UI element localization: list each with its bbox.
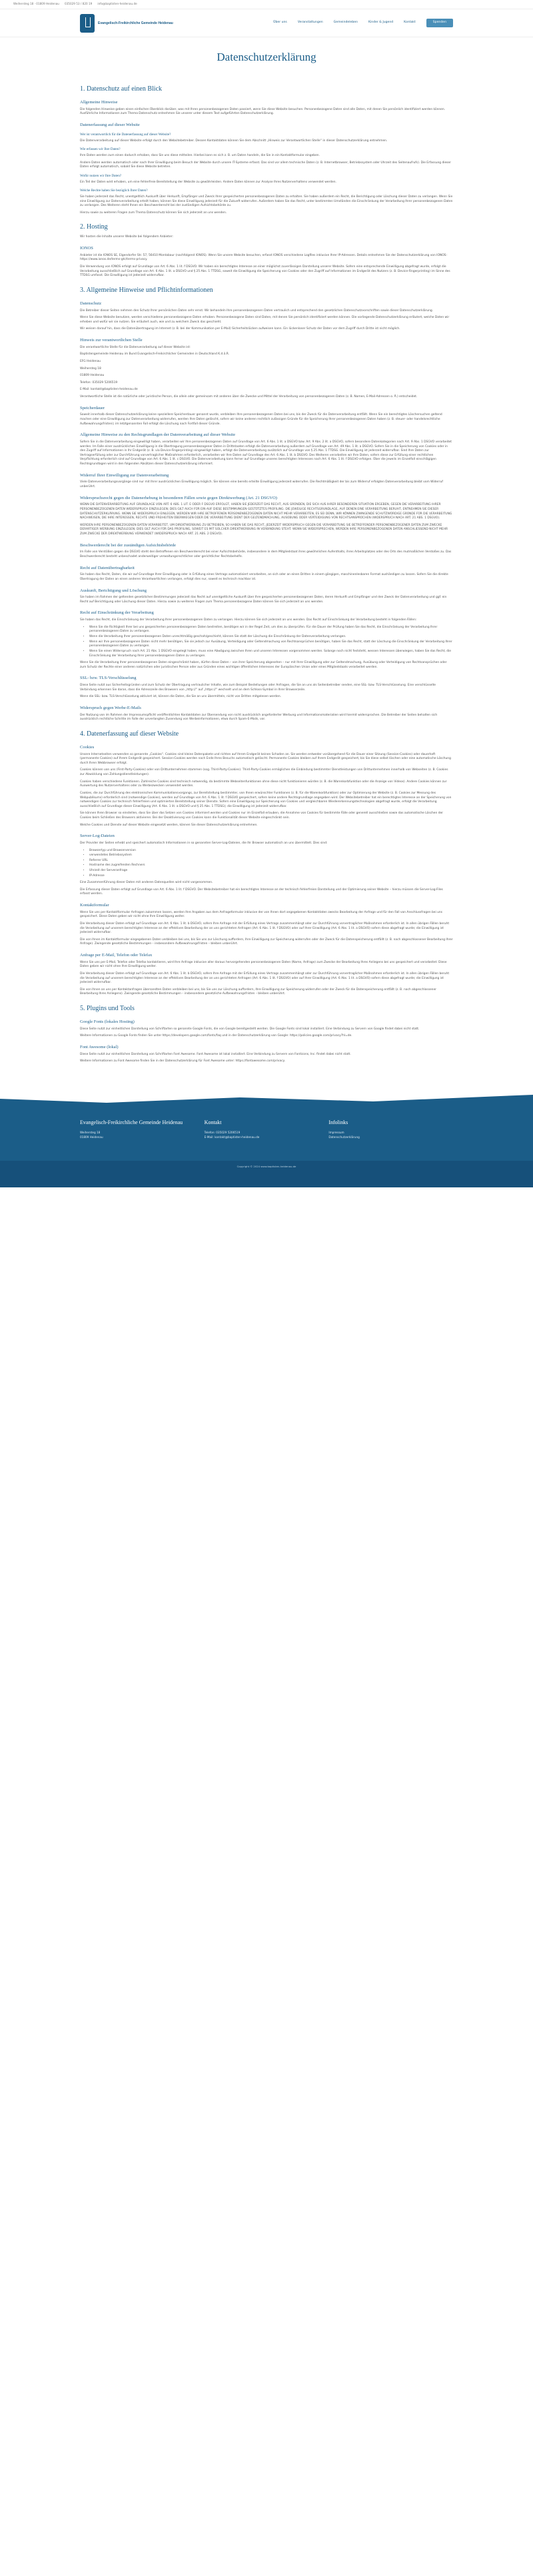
paragraph: Die Datenverarbeitung auf dieser Website erfolgt durch den Websitebetreiber. Dessen Kontaktdaten können Sie dem Abschnitt „Hinweis zur Verantwortlichen Stelle“ in dieser Datenschutzerklärung entnehmen.: [80, 139, 388, 143]
paragraph: WENN DIE DATENVERARBEITUNG AUF GRUNDLAGE VON ART. 6 ABS. 1 LIT. E ODER F DSGVO ERFOLGT, HABEN SIE JEDERZEIT DAS RECHT, AUS GRÜNDEN, DIE SICH AUS IHRER BESONDEREN SITUATION ERGEBEN, GEGEN DIE VERARBEITUNG IHRER PERSONENBEZOGENEN DATEN WIDERSPRUCH EINZULEGEN; DIES GILT AUCH FÜR EIN AUF DIESE BESTIMMUNGEN GESTÜTZTES PROFILING. DIE JEWEILIGE RECHTSGRUNDLAGE, AUF DENEN EINE VERARBEITUNG BERUHT, ENTNEHMEN SIE DIESER DATENSCHUTZERKLÄRUNG. WENN SIE WIDERSPRUCH EINLEGEN, WERDEN WIR IHRE BETROFFENEN PERSONENBEZOGENEN DATEN NICHT MEHR VERARBEITEN, ES SEI DENN, WIR KÖNNEN ZWINGENDE SCHUTZWÜRDIGE GRÜNDE FÜR DIE VERARBEITUNG NACHWEISEN, DIE IHRE INTERESSEN, RECHTE UND FREIHEITEN ÜBERWIEGEN ODER DIE VERARBEITUNG DIENT DER GELTENDMACHUNG, AUSÜBUNG ODER VERTEIDIGUNG VON RECHTSANSPRÜCHEN (WIDERSPRUCH NACH ART. 21 ABS. 1 DSGVO).: [80, 503, 452, 520]
paragraph: Weihersteg 18: [80, 366, 101, 370]
paragraph: Sie haben das Recht, Daten, die wir auf Grundlage Ihrer Einwilligung oder in Erfüllung eines Vertrags automatisiert verarbeiten, an sich oder an einen Dritten in einem gängigen, maschinenlesbaren Format aushändigen zu lassen. Sofern Sie die direkte Übertragung der Daten an einen anderen Verantwortlichen verlangen, erfolgt dies nur, soweit es technisch machbar ist.: [80, 573, 448, 581]
paragraph: Ihre Daten werden zum einen dadurch erhoben, dass Sie uns diese mitteilen. Hierbei kann es sich z. B. um Daten handeln, die Sie in ein Kontaktformular eingeben.: [80, 153, 320, 157]
bullet-list: [89, 626, 453, 658]
paragraph: EFG Heidenau: [80, 359, 101, 363]
subsection-heading: Hinweis zur verantwortlichen Stelle: [80, 337, 143, 342]
footer-link-impressum[interactable]: Impressum: [328, 1130, 344, 1134]
paragraph: Wenn Sie diese Website benutzen, werden verschiedene personenbezogene Daten erhoben. Personenbezogene Daten sind Daten, mit denen Sie persönlich identifiziert werden können. Die vorliegende Datenschutzerklärung erläutert, welche Daten wir erheben und wofür wir sie nutzen. Sie erläutert auch, wie und zu welchem Zweck das geschieht.: [80, 316, 450, 324]
paragraph: Soweit innerhalb dieser Datenschutzerklärung keine speziellere Speicherdauer genannt wurde, verbleiben Ihre personenbezogenen Daten bei uns, bis der Zweck für die Datenverarbeitung entfällt. Wenn Sie ein berechtigtes Löschersuchen geltend machen oder eine Einwilligung zur Datenverarbeitung widerrufen, werden Ihre Daten gelöscht, sofern wir keine anderen rechtlich zulässigen Gründe für die Speicherung Ihrer personenbezogenen Daten haben (z. B. steuer- oder handelsrechtliche Aufbewahrungsfristen); im letztgenannten Fall erfolgt die Löschung nach Fortfall dieser Gründe.: [80, 413, 442, 426]
paragraph: E-Mail: kontakt@baptisten-heidenau.de: [80, 388, 138, 392]
nav-item-ueber-uns[interactable]: Über uns: [273, 21, 287, 25]
paragraph: Welche Cookies und Dienste auf dieser Website eingesetzt werden, können Sie dieser Datenschutzerklärung entnehmen.: [80, 823, 258, 827]
nav-item-gemeindeleben[interactable]: Gemeindeleben: [333, 21, 358, 25]
page-hero: [0, 37, 533, 77]
subsection-heading: SSL- bzw. TLS-Verschlüsselung: [80, 676, 137, 681]
list-item: • Browsertyp und Browserversion: [89, 849, 453, 854]
paragraph: Wir hosten die Inhalte unserer Website bei folgendem Anbieter:: [80, 235, 173, 239]
paragraph: Die Verwendung von IONOS erfolgt auf Grundlage von Art. 6 Abs. 1 lit. f DSGVO. Wir haben ein berechtigtes Interesse an einer möglichst zuverlässigen Darstellung unserer Website. Sofern eine entsprechende Einwilligung abgefragt wurde, erfolgt die Verarbeitung ausschließlich auf Grundlage von Art. 6 Abs. 1 lit. a DSGVO und § 25 Abs. 1 TTDSG, soweit die Einwilligung die Speicherung von Cookies oder den Zugriff auf Informationen im Endgerät des Nutzers (z. B. Device-Fingerprinting) im Sinne des TTDSG umfasst. Die Einwilligung ist jederzeit widerrufbar.: [80, 265, 450, 278]
paragraph: Diese Seite nutzt zur einheitlichen Darstellung von Schriftarten so genannte Google Fonts, die von Google bereitgestellt werden. Die Google Fonts sind lokal installiert. Eine Verbindung zu Servern von Google findet dabei nicht statt.: [80, 1027, 420, 1031]
subsection-heading: Cookies: [80, 744, 95, 750]
footer-link-datenschutz[interactable]: Datenschutzerklärung: [328, 1135, 360, 1139]
topbar-phone[interactable]: 035029 53 / 820 19: [64, 2, 93, 6]
section-heading: 2. Hosting: [80, 223, 108, 231]
footer-street: Weihersteg 18: [80, 1130, 101, 1134]
footer-address: [80, 1119, 205, 1141]
paragraph: Sie haben im Rahmen der geltenden gesetzlichen Bestimmungen jederzeit das Recht auf unentgeltliche Auskunft über Ihre gespeicherten personenbezogenen Daten, deren Herkunft und Empfänger und den Zweck der Datenverarbeitung und ggf. ein Recht auf Berichtigung oder Löschung dieser Daten. Hierzu sowie zu weiteren Fragen zum Thema personenbezogene Daten können Sie sich jederzeit an uns wenden.: [80, 596, 447, 604]
subsection-heading: IONOS: [80, 246, 93, 251]
paragraph: Wenn die SSL- bzw. TLS-Verschlüsselung aktiviert ist, können die Daten, die Sie an uns übermitteln, nicht von Dritten mitgelesen werden.: [80, 695, 282, 699]
paragraph: Weitere Informationen zu Font Awesome finden Sie in der Datenschutzerklärung für Font Awesome unter: https://fontawesome.com/privacy.: [80, 1059, 286, 1063]
church-logo-icon: [80, 14, 95, 33]
footer-contact: [205, 1119, 329, 1141]
list-item: • Wenn die Verarbeitung Ihrer personenbezogenen Daten unrechtmäßig geschah/geschieht, können Sie statt der Löschung die Einschränkung der Datenverarbeitung verlangen.: [89, 635, 453, 640]
paragraph: Sie können Ihren Browser so einstellen, dass Sie über das Setzen von Cookies informiert werden und Cookies nur im Einzelfall erlauben, die Annahme von Cookies für bestimmte Fälle oder generell ausschließen sowie das automatische Löschen der Cookies beim Schließen des Browsers aktivieren. Bei der Deaktivierung von Cookies kann die Funktionalität dieser Website eingeschränkt sein.: [80, 812, 443, 820]
subsection-heading: Google Fonts (lokales Hosting): [80, 1019, 135, 1025]
section-heading: 1. Datenschutz auf einen Blick: [80, 85, 163, 93]
bullet-list: [89, 849, 453, 879]
paragraph: Wir weisen darauf hin, dass die Datenübertragung im Internet (z. B. bei der Kommunikation per E-Mail) Sicherheitslücken aufweisen kann. Ein lückenloser Schutz der Daten vor dem Zugriff durch Dritte ist nicht möglich.: [80, 327, 400, 331]
main-nav: [263, 19, 453, 27]
paragraph: WERDEN IHRE PERSONENBEZOGENEN DATEN VERARBEITET, UM DIREKTWERBUNG ZU BETREIBEN, SO HABEN SIE DAS RECHT, JEDERZEIT WIDERSPRUCH GEGEN DIE VERARBEITUNG SIE BETREFFENDER PERSONENBEZOGENER DATEN ZUM ZWECKE DERARTIGER WERBUNG EINZULEGEN; DIES GILT AUCH FÜR DAS PROFILING, SOWEIT ES MIT SOLCHER DIREKTWERBUNG IN VERBINDUNG STEHT. WENN SIE WIDERSPRECHEN, WERDEN IHRE PERSONENBEZOGENEN DATEN ANSCHLIESSEND NICHT MEHR ZUM ZWECKE DER DIREKTWERBUNG VERWENDET (WIDERSPRUCH NACH ART. 21 ABS. 2 DSGVO).: [80, 523, 448, 536]
paragraph: Die Verarbeitung dieser Daten erfolgt auf Grundlage von Art. 6 Abs. 1 lit. b DSGVO, sofern Ihre Anfrage mit der Erfüllung eines Vertrags zusammenhängt oder zur Durchführung vorvertraglicher Maßnahmen erforderlich ist. In allen übrigen Fällen beruht die Verarbeitung auf unserem berechtigten Interesse an der effektiven Bearbeitung der an uns gerichteten Anfragen (Art. 6 Abs. 1 lit. f DSGVO) oder auf Ihrer Einwilligung (Art. 6 Abs. 1 lit. a DSGVO) sofern diese abgefragt wurde; die Einwilligung ist jederzeit widerrufbar.: [80, 922, 450, 935]
subsection-heading: Datenschutz: [80, 301, 102, 306]
footer-contact-title: Kontakt: [204, 1119, 222, 1125]
subsection-heading: Speicherdauer: [80, 405, 105, 410]
subsection-heading: Kontaktformular: [80, 903, 109, 908]
question-heading: Welche Rechte haben Sie bezüglich Ihrer Daten?: [80, 189, 148, 193]
topbar-address: Weihersteg 18 · 01809 Heidenau: [13, 2, 59, 6]
privacy-content: [80, 84, 453, 1087]
paragraph: Die Erfassung dieser Daten erfolgt auf Grundlage von Art. 6 Abs. 1 lit. f DSGVO. Der Websitebetreiber hat ein berechtigtes Interesse an der technisch fehlerfreien Darstellung und der Optimierung seiner Website – hierzu müssen die Server-Log-Files erfasst werden.: [80, 888, 443, 896]
footer-city: 01809 Heidenau: [80, 1135, 103, 1139]
list-item: • Wenn wir Ihre personenbezogenen Daten nicht mehr benötigen, Sie sie jedoch zur Ausübung, Verteidigung oder Geltendmachung von Rechtsansprüchen benötigen, haben Sie das Recht, statt der Löschung die Einschränkung der Verarbeitung Ihrer personenbezogenen Daten zu verlangen.: [89, 640, 453, 649]
site-logo[interactable]: [80, 14, 200, 33]
paragraph: 01809 Heidenau: [80, 374, 105, 378]
subsection-heading: Allgemeine Hinweise: [80, 100, 118, 105]
subsection-heading: Recht auf Einschränkung der Verarbeitung: [80, 610, 154, 616]
page-title: Datenschutzerklärung: [217, 51, 316, 64]
paragraph: Wenn Sie uns per E-Mail, Telefon oder Telefax kontaktieren, wird Ihre Anfrage inklusive aller daraus hervorgehenden personenbezogenen Daten (Name, Anfrage) zum Zwecke der Bearbeitung Ihres Anliegens bei uns gespeichert und verarbeitet. Diese Daten geben wir nicht ohne Ihre Einwilligung weiter.: [80, 960, 447, 969]
topbar-email[interactable]: info@baptisten-heidenau.de: [97, 2, 137, 6]
list-item: • IP-Adresse: [89, 874, 453, 879]
list-item: • Referrer URL: [89, 859, 453, 864]
paragraph: Die von Ihnen im Kontaktformular eingegebenen Daten verbleiben bei uns, bis Sie uns zur Löschung auffordern, Ihre Einwilligung zur Speicherung widerrufen oder der Zweck für die Datenspeicherung entfällt (z. B. nach abgeschlossener Bearbeitung Ihrer Anfrage). Zwingende gesetzliche Bestimmungen – insbesondere Aufbewahrungsfristen – bleiben unberührt.: [80, 938, 453, 946]
subsection-heading: Widerspruch gegen Werbe-E-Mails: [80, 705, 141, 710]
nav-item-kontakt[interactable]: Kontakt: [404, 21, 416, 25]
question-heading: Wofür nutzen wir Ihre Daten?: [80, 173, 122, 178]
paragraph: Sie haben das Recht, die Einschränkung der Verarbeitung Ihrer personenbezogenen Daten zu verlangen. Hierzu können Sie sich jederzeit an uns wenden. Das Recht auf Einschränkung der Verarbeitung besteht in folgenden Fällen:: [80, 618, 417, 622]
site-header: [0, 9, 533, 37]
question-heading: Wer ist verantwortlich für die Datenerfassung auf dieser Website?: [80, 132, 171, 137]
paragraph: Hierzu sowie zu weiteren Fragen zum Thema Datenschutz können Sie sich jederzeit an uns wenden.: [80, 211, 227, 215]
site-footer: [0, 1113, 533, 1161]
topbar: [0, 0, 533, 9]
subsection-heading: Datenerfassung auf dieser Website: [80, 122, 140, 127]
subsection-heading: Font Awesome (lokal): [80, 1045, 119, 1049]
paragraph: Anbieter ist die IONOS SE, Elgendorfer Str. 57, 56410 Montabaur (nachfolgend IONOS). Wenn Sie unsere Website besuchen, erfasst IONOS verschiedene Logfiles inklusive Ihrer IP-Adressen. Details entnehmen Sie der Datenschutzerklärung von IONOS: https://www.ionos.de/terms-gtc/terms-privacy.: [80, 253, 447, 262]
section-heading: 3. Allgemeine Hinweise und Pflichtinformationen: [80, 286, 213, 294]
spenden-button[interactable]: Spenden: [426, 19, 453, 27]
footer-org-name: Evangelisch-Freikirchliche Gemeinde Heidenau: [80, 1119, 183, 1125]
section-heading: 5. Plugins und Tools: [80, 1005, 135, 1013]
list-item: • Wenn Sie einen Widerspruch nach Art. 21 Abs. 1 DSGVO eingelegt haben, muss eine Abwägung zwischen Ihren und unseren Interessen vorgenommen werden. Solange noch nicht feststeht, wessen Interessen überwiegen, haben Sie das Recht, die Einschränkung der Verarbeitung Ihrer personenbezogenen Daten zu verlangen.: [89, 650, 453, 658]
section-heading: 4. Datenerfassung auf dieser Website: [80, 730, 179, 738]
subsection-heading: Server-Log-Dateien: [80, 834, 115, 839]
paragraph: Diese Seite nutzt aus Sicherheitsgründen und zum Schutz der Übertragung vertraulicher Inhalte, wie zum Beispiel Bestellungen oder Anfragen, die Sie an uns als Seitenbetreiber senden, eine SSL- bzw. TLS-Verschlüsselung. Eine verschlüsselte Verbindung erkennen Sie daran, dass die Adresszeile des Browsers von „http://“ auf „https://“ wechselt und an dem Schloss-Symbol in Ihrer Browserzeile.: [80, 684, 436, 692]
paragraph: Baptistengemeinde Heidenau im Bund Evangelisch-Freikirchlicher Gemeinden in Deutschland K.d.ö.R.: [80, 352, 230, 356]
paragraph: Viele Datenverarbeitungsvorgänge sind nur mit Ihrer ausdrücklichen Einwilligung möglich. Sie können eine bereits erteilte Einwilligung jederzeit widerrufen. Die Rechtmäßigkeit der bis zum Widerruf erfolgten Datenverarbeitung bleibt vom Widerruf unberührt.: [80, 480, 443, 488]
paragraph: Sofern Sie in die Datenverarbeitung eingewilligt haben, verarbeiten wir Ihre personenbezogenen Daten auf Grundlage von Art. 6 Abs. 1 lit. a DSGVO bzw. Art. 9 Abs. 2 lit. a DSGVO, sofern besondere Datenkategorien nach Art. 9 Abs. 1 DSGVO verarbeitet werden. Im Falle einer ausdrücklichen Einwilligung in die Übertragung personenbezogener Daten in Drittstaaten erfolgt die Datenverarbeitung außerdem auf Grundlage von Art. 49 Abs. 1 lit. a DSGVO. Sofern Sie in die Speicherung von Cookies oder in den Zugriff auf Informationen in Ihr Endgerät (z. B. via Device-Fingerprinting) eingewilligt haben, erfolgt die Datenverarbeitung zusätzlich auf Grundlage von § 25 Abs. 1 TTDSG. Die Einwilligung ist jederzeit widerrufbar. Sind Ihre Daten zur Vertragserfüllung oder zur Durchführung vorvertraglicher Maßnahmen erforderlich, verarbeiten wir Ihre Daten auf Grundlage des Art. 6 Abs. 1 lit. b DSGVO. Des Weiteren verarbeiten wir Ihre Daten, sofern diese zur Erfüllung einer rechtlichen Verpflichtung erforderlich sind auf Grundlage von Art. 6 Abs. 1 lit. c DSGVO. Die Datenverarbeitung kann ferner auf Grundlage unseres berechtigten Interesses nach Art. 6 Abs. 1 lit. f DSGVO erfolgen. Über die jeweils im Einzelfall einschlägigen Rechtsgrundlagen wird in den folgenden Absätzen dieser Datenschutzerklärung informiert.: [80, 440, 452, 466]
nav-item-kinder-jugend[interactable]: Kinder & Jugend: [368, 21, 394, 25]
list-item: • Hostname des zugreifenden Rechners: [89, 864, 453, 868]
paragraph: Unsere Internetseiten verwenden so genannte „Cookies“. Cookies sind kleine Datenpakete und richten auf Ihrem Endgerät keinen Schaden an. Sie werden entweder vorübergehend für die Dauer einer Sitzung (Session-Cookies) oder dauerhaft (permanente Cookies) auf Ihrem Endgerät gespeichert. Session-Cookies werden nach Ende Ihres Besuchs automatisch gelöscht. Permanente Cookies bleiben auf Ihrem Endgerät gespeichert, bis Sie diese selbst löschen oder eine automatische Löschung durch Ihren Webbrowser erfolgt.: [80, 752, 451, 765]
paragraph: Weitere Informationen zu Google Fonts finden Sie unter https://developers.google.com/fonts/faq und in der Datenschutzerklärung von Google: https://policies.google.com/privacy?hl=de.: [80, 1034, 352, 1038]
paragraph: Die folgenden Hinweise geben einen einfachen Überblick darüber, was mit Ihren personenbezogenen Daten passiert, wenn Sie diese Website besuchen. Personenbezogene Daten sind alle Daten, mit denen Sie persönlich identifiziert werden können. Ausführliche Informationen zum Thema Datenschutz entnehmen Sie unserer unter diesem Text aufgeführten Datenschutzerklärung.: [80, 107, 446, 116]
paragraph: Wenn Sie die Verarbeitung Ihrer personenbezogenen Daten eingeschränkt haben, dürfen diese Daten – von ihrer Speicherung abgesehen – nur mit Ihrer Einwilligung oder zur Geltendmachung, Ausübung oder Verteidigung von Rechtsansprüchen oder zum Schutz der Rechte einer anderen natürlichen oder juristischen Person oder aus Gründen eines wichtigen öffentlichen Interesses der Europäischen Union oder eines Mitgliedstaats verarbeitet werden.: [80, 661, 447, 669]
subsection-heading: Allgemeine Hinweise zu den Rechtsgrundlagen der Datenverarbeitung auf dieser Website: [80, 432, 236, 438]
subsection-heading: Auskunft, Berichtigung und Löschung: [80, 588, 147, 593]
paragraph: Sie haben jederzeit das Recht, unentgeltlich Auskunft über Herkunft, Empfänger und Zweck Ihrer gespeicherten personenbezogenen Daten zu erhalten. Sie haben außerdem ein Recht, die Berichtigung oder Löschung dieser Daten zu verlangen. Wenn Sie eine Einwilligung zur Datenverarbeitung erteilt haben, können Sie diese Einwilligung jederzeit für die Zukunft widerrufen. Außerdem haben Sie das Recht, unter bestimmten Umständen die Einschränkung der Verarbeitung Ihrer personenbezogenen Daten zu verlangen. Des Weiteren steht Ihnen ein Beschwerderecht bei der zuständigen Aufsichtsbehörde zu.: [80, 195, 453, 208]
logo-text: Evangelisch-Freikirchliche Gemeinde Heidenau: [98, 21, 173, 25]
paragraph: Cookies können von uns (First-Party-Cookies) oder von Drittunternehmen stammen (sog. Third-Party-Cookies). Third-Party-Cookies ermöglichen die Einbindung bestimmter Dienstleistungen von Drittunternehmen innerhalb von Webseiten (z. B. Cookies zur Abwicklung von Zahlungsdienstleistungen).: [80, 768, 448, 777]
paragraph: Im Falle von Verstößen gegen die DSGVO steht den Betroffenen ein Beschwerderecht bei einer Aufsichtsbehörde, insbesondere in dem Mitgliedstaat ihres gewöhnlichen Aufenthalts, ihres Arbeitsplatzes oder des Orts des mutmaßlichen Verstoßes zu. Das Beschwerderecht besteht unbeschadet anderweitiger verwaltungsrechtlicher oder gerichtlicher Rechtsbehelfe.: [80, 550, 452, 558]
footer-infolinks-title: Infolinks: [328, 1119, 348, 1125]
subsection-heading: Widerspruchsrecht gegen die Datenerhebung in besonderen Fällen sowie gegen Direktwerbung (Art. 21 DSGVO): [80, 495, 277, 500]
paragraph: Cookies, die zur Durchführung des elektronischen Kommunikationsvorgangs, zur Bereitstellung bestimmter, von Ihnen erwünschter Funktionen (z. B. für die Warenkorbfunktion) oder zur Optimierung der Website (z. B. Cookies zur Messung des Webpublikums) erforderlich sind (notwendige Cookies), werden auf Grundlage von Art. 6 Abs. 1 lit. f DSGVO gespeichert, sofern keine andere Rechtsgrundlage angegeben wird. Der Websitebetreiber hat ein berechtigtes Interesse an der Speicherung von notwendigen Cookies zur technisch fehlerfreien und optimierten Bereitstellung seiner Dienste. Sofern eine Einwilligung zur Speicherung von Cookies und vergleichbaren Wiedererkennungstechnologien abgefragt wurde, erfolgt die Verarbeitung ausschließlich auf Grundlage dieser Einwilligung (Art. 6 Abs. 1 lit. a DSGVO und § 25 Abs. 1 TTDSG); die Einwilligung ist jederzeit widerrufbar.: [80, 791, 452, 808]
subsection-heading: Widerruf Ihrer Einwilligung zur Datenverarbeitung: [80, 472, 169, 478]
paragraph: Telefon: 035029 5206519: [80, 380, 118, 384]
paragraph: Diese Seite nutzt zur einheitlichen Darstellung von Schriftarten Font Awesome. Font Awesome ist lokal installiert. Eine Verbindung zu Servern von Fonticons, Inc. findet dabei nicht statt.: [80, 1052, 351, 1056]
footer-wave: [0, 1087, 533, 1113]
footer-phone[interactable]: Telefon: 035029 5206519: [204, 1130, 241, 1134]
paragraph: Der Provider der Seiten erhebt und speichert automatisch Informationen in so genannten Server-Log-Dateien, die Ihr Browser automatisch an uns übermittelt. Dies sind:: [80, 841, 328, 845]
paragraph: Ein Teil der Daten wird erhoben, um eine fehlerfreie Bereitstellung der Website zu gewährleisten. Andere Daten können zur Analyse Ihres Nutzerverhaltens verwendet werden.: [80, 180, 336, 184]
paragraph: Der Nutzung von im Rahmen der Impressumspflicht veröffentlichten Kontaktdaten zur Übersendung von nicht ausdrücklich angeforderter Werbung und Informationsmaterialien wird hiermit widersprochen. Die Betreiber der Seiten behalten sich ausdrücklich rechtliche Schritte im Falle der unverlangten Zusendung von Werbeinformationen, etwa durch Spam-E-Mails, vor.: [80, 713, 438, 722]
paragraph: Die von Ihnen an uns per Kontaktanfragen übersandten Daten verbleiben bei uns, bis Sie uns zur Löschung auffordern, Ihre Einwilligung zur Speicherung widerrufen oder der Zweck für die Datenspeicherung entfällt (z. B. nach abgeschlossener Bearbeitung Ihres Anliegens). Zwingende gesetzliche Bestimmungen – insbesondere gesetzliche Aufbewahrungsfristen – bleiben unberührt.: [80, 987, 436, 996]
subsection-heading: Anfrage per E-Mail, Telefon oder Telefax: [80, 953, 153, 958]
question-heading: Wie erfassen wir Ihre Daten?: [80, 147, 121, 152]
paragraph: Verantwortliche Stelle ist die natürliche oder juristische Person, die allein oder gemeinsam mit anderen über die Zwecke und Mittel der Verarbeitung von personenbezogenen Daten (z. B. Namen, E-Mail-Adressen o. Ä.) entscheidet.: [80, 395, 418, 398]
paragraph: Wenn Sie uns per Kontaktformular Anfragen zukommen lassen, werden Ihre Angaben aus dem Anfrageformular inklusive der von Ihnen dort angegebenen Kontaktdaten zwecks Bearbeitung der Anfrage und für den Fall von Anschlussfragen bei uns gespeichert. Diese Daten geben wir nicht ohne Ihre Einwilligung weiter.: [80, 910, 442, 919]
subsection-heading: Beschwerderecht bei der zuständigen Aufsichtsbehörde: [80, 542, 177, 548]
paragraph: Cookies haben verschiedene Funktionen. Zahlreiche Cookies sind technisch notwendig, da bestimmte Webseitenfunktionen ohne diese nicht funktionieren würden (z. B. die Warenkorbfunktion oder die Anzeige von Videos). Andere Cookies können zur Auswertung des Nutzerverhaltens oder zu Werbezwecken verwendet werden.: [80, 780, 447, 788]
paragraph: Die verantwortliche Stelle für die Datenverarbeitung auf dieser Website ist:: [80, 345, 191, 349]
list-item: • verwendetes Betriebssystem: [89, 854, 453, 858]
paragraph: Die Verarbeitung dieser Daten erfolgt auf Grundlage von Art. 6 Abs. 1 lit. b DSGVO, sofern Ihre Anfrage mit der Erfüllung eines Vertrags zusammenhängt oder zur Durchführung vorvertraglicher Maßnahmen erforderlich ist. In allen übrigen Fällen beruht die Verarbeitung auf unserem berechtigten Interesse an der effektiven Bearbeitung der an uns gerichteten Anfragen (Art. 6 Abs. 1 lit. f DSGVO) oder auf Ihrer Einwilligung (Art. 6 Abs. 1 lit. a DSGVO) sofern diese abgefragt wurde; die Einwilligung ist jederzeit widerrufbar.: [80, 971, 450, 985]
copyright: Copyright © 2024 www.baptisten-heidenau.de: [0, 1161, 533, 1187]
list-item: • Wenn Sie die Richtigkeit Ihrer bei uns gespeicherten personenbezogenen Daten bestreiten, benötigen wir in der Regel Zeit, um dies zu überprüfen. Für die Dauer der Prüfung haben Sie das Recht, die Einschränkung der Verarbeitung Ihrer personenbezogenen Daten zu verlangen.: [89, 626, 453, 634]
paragraph: Eine Zusammenführung dieser Daten mit anderen Datenquellen wird nicht vorgenommen.: [80, 881, 213, 885]
nav-item-veranstaltungen[interactable]: Veranstaltungen: [297, 21, 323, 25]
paragraph: Die Betreiber dieser Seiten nehmen den Schutz Ihrer persönlichen Daten sehr ernst. Wir behandeln Ihre personenbezogenen Daten vertraulich und entsprechend den gesetzlichen Datenschutzvorschriften sowie dieser Datenschutzerklärung.: [80, 309, 434, 313]
footer-email[interactable]: E-Mail: kontakt@baptisten-heidenau.de: [204, 1135, 260, 1139]
list-item: • Uhrzeit der Serveranfrage: [89, 869, 453, 874]
paragraph: Andere Daten werden automatisch oder nach Ihrer Einwilligung beim Besuch der Website durch unsere IT-Systeme erfasst. Das sind vor allem technische Daten (z. B. Internetbrowser, Betriebssystem oder Uhrzeit des Seitenaufrufs). Die Erfassung dieser Daten erfolgt automatisch, sobald Sie diese Website betreten.: [80, 161, 451, 169]
subsection-heading: Recht auf Datenübertragbarkeit: [80, 565, 135, 570]
footer-infolinks: [328, 1119, 453, 1141]
